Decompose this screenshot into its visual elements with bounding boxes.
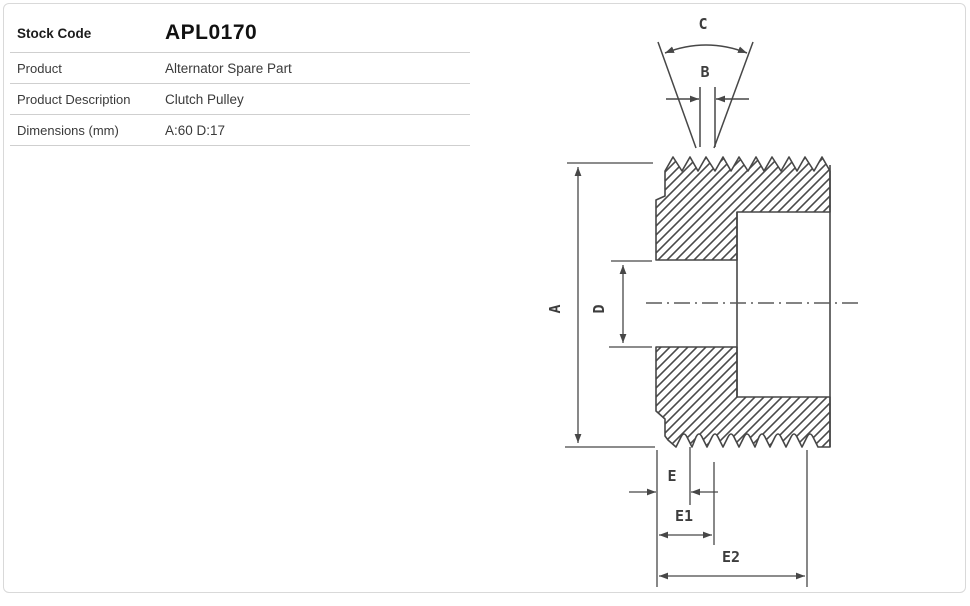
label-C: C (698, 15, 708, 33)
label-E2: E2 (721, 548, 741, 566)
product-value: Alternator Spare Part (165, 60, 292, 76)
label-A: A (546, 304, 564, 314)
groove-flank-left (658, 42, 696, 148)
pulley-cross-section (656, 157, 830, 447)
label-D: D (590, 304, 608, 314)
description-value: Clutch Pulley (165, 91, 244, 107)
product-label: Product (17, 60, 62, 76)
pulley-upper-section (656, 157, 830, 260)
dimensions-label: Dimensions (mm) (17, 122, 119, 138)
dims-E (629, 447, 807, 587)
label-B: B (700, 63, 710, 81)
pulley-lower-section (656, 347, 830, 447)
dim-D (609, 261, 652, 347)
groove-flank-right (714, 42, 753, 148)
description-label: Product Description (17, 91, 131, 107)
dim-A (565, 163, 655, 447)
stock-code-label: Stock Code (17, 25, 92, 41)
groove-detail (658, 42, 753, 148)
stock-code-value: APL0170 (165, 21, 258, 44)
angle-arc-C (665, 45, 747, 53)
label-E1: E1 (674, 507, 694, 525)
label-E: E (667, 467, 677, 485)
dimensions-value: A:60 D:17 (165, 122, 226, 138)
